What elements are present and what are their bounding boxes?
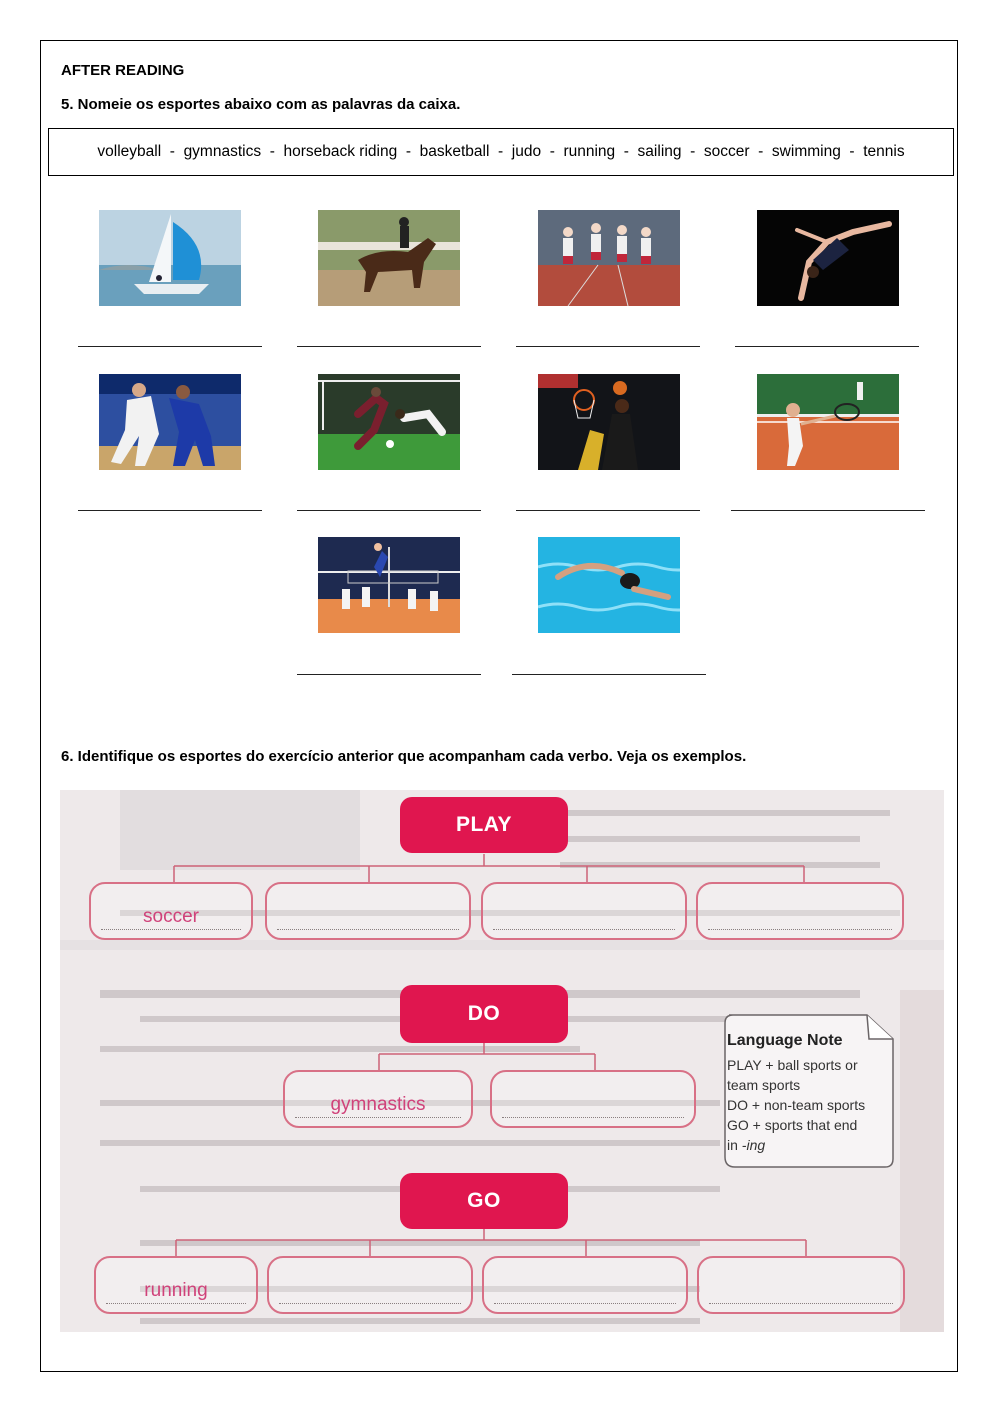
section-heading: AFTER READING (61, 62, 185, 79)
soccer-photo (318, 374, 460, 470)
running-photo (538, 210, 680, 306)
go-slot-4[interactable] (697, 1256, 905, 1314)
language-note-title: Language Note (727, 1032, 843, 1049)
answer-line[interactable] (78, 510, 262, 511)
language-note-line: GO + sports that end (727, 1117, 858, 1133)
answer-line[interactable] (512, 674, 706, 675)
play-verb-box: PLAY (400, 797, 568, 853)
word-box: volleyball - gymnastics - horseback riding - basketball - judo - running - sailing - soccer - swimming - tennis (48, 128, 954, 176)
play-slot-1[interactable] (89, 882, 253, 940)
play-slot-4[interactable] (696, 882, 904, 940)
exercise-5-prompt: 5. Nomeie os esportes abaixo com as palavras da caixa. (61, 96, 461, 113)
do-verb-box: DO (400, 985, 568, 1043)
do-slot-2[interactable] (490, 1070, 696, 1128)
go-example: running (144, 1280, 208, 1301)
sailing-photo (99, 210, 241, 306)
language-note-line: PLAY + ball sports or (727, 1057, 858, 1073)
play-slot-2[interactable] (265, 882, 471, 940)
language-note-line: team sports (727, 1077, 801, 1093)
answer-line[interactable] (516, 510, 700, 511)
answer-line[interactable] (297, 510, 481, 511)
play-slot-3[interactable] (481, 882, 687, 940)
basketball-photo (538, 374, 680, 470)
answer-line[interactable] (735, 346, 919, 347)
do-slot-1[interactable] (283, 1070, 473, 1128)
gymnastics-photo (757, 210, 899, 306)
answer-line[interactable] (516, 346, 700, 347)
tennis-photo (757, 374, 899, 470)
answer-line[interactable] (297, 346, 481, 347)
answer-line[interactable] (78, 346, 262, 347)
exercise-6-prompt: 6. Identifique os esportes do exercício anterior que acompanham cada verbo. Veja os exemplos. (61, 748, 747, 765)
swimming-photo (538, 537, 680, 633)
answer-line[interactable] (731, 510, 925, 511)
judo-photo (99, 374, 241, 470)
volleyball-photo (318, 537, 460, 633)
do-example: gymnastics (330, 1094, 426, 1115)
language-note-line: DO + non-team sports (727, 1097, 866, 1113)
play-example: soccer (143, 906, 199, 927)
go-slot-2[interactable] (267, 1256, 473, 1314)
go-slot-3[interactable] (482, 1256, 688, 1314)
go-slot-1[interactable] (94, 1256, 258, 1314)
answer-line[interactable] (297, 674, 481, 675)
go-verb-box: GO (400, 1173, 568, 1229)
language-note-line: in -ing (727, 1137, 766, 1153)
language-note (723, 1013, 895, 1169)
horseback-riding-photo (318, 210, 460, 306)
